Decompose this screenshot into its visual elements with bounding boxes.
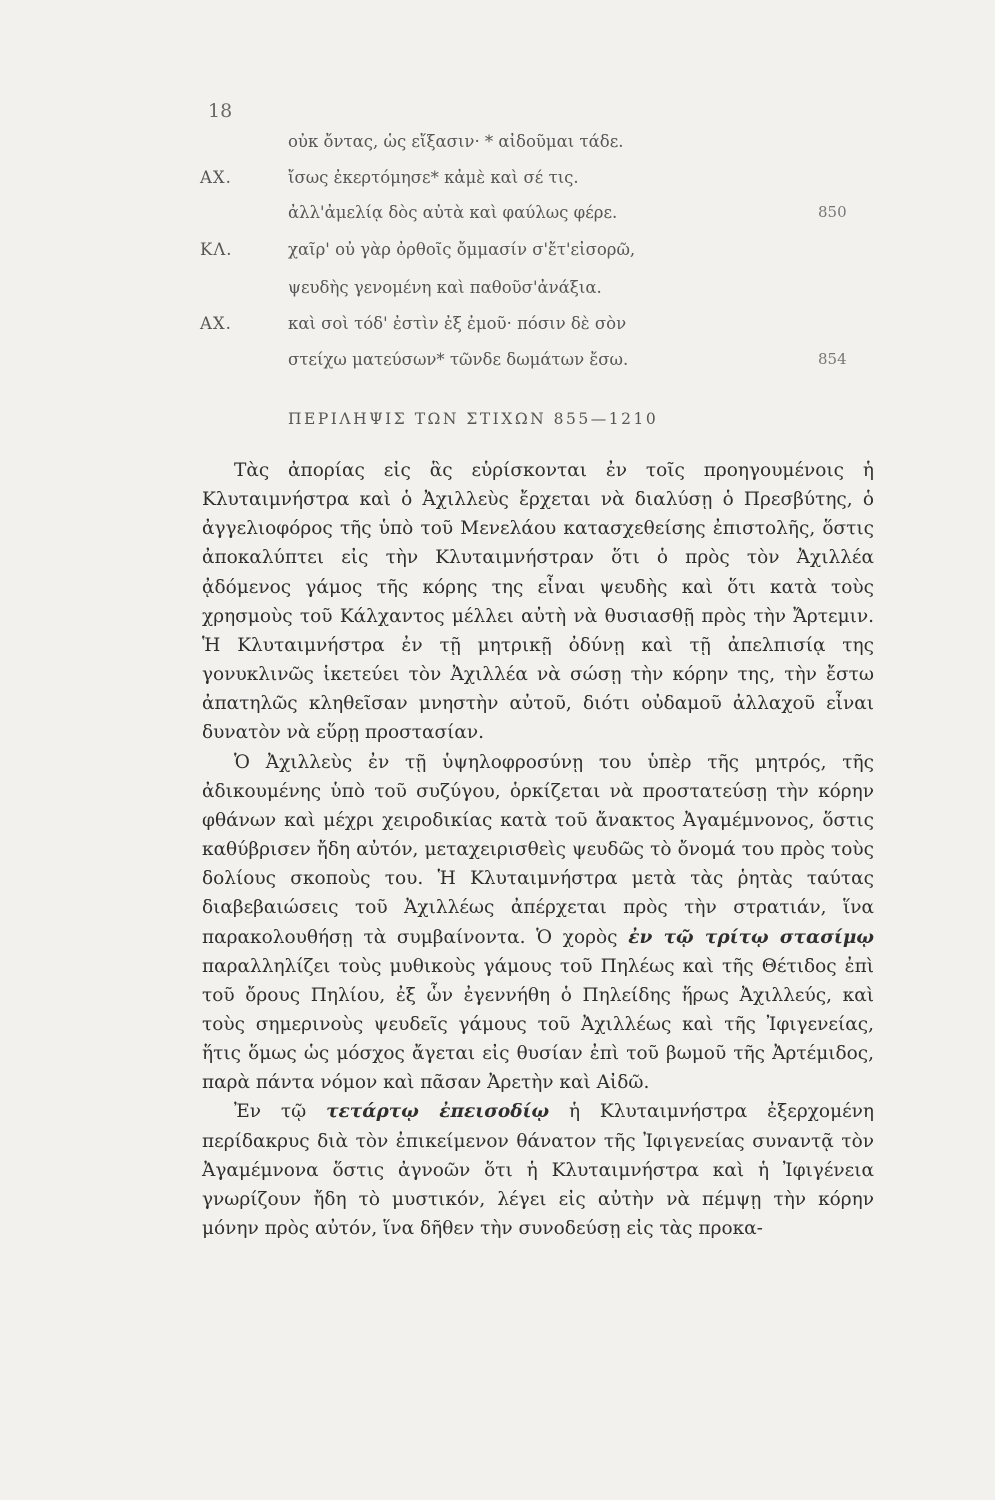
verse-line xyxy=(0,278,995,308)
verse-text: ἀλλ'ἀμελίᾳ δὸς αὐτὰ καὶ φαύλως φέρε. xyxy=(288,203,618,222)
verse-line xyxy=(0,203,995,233)
verse-line xyxy=(0,168,995,198)
paragraph-text: παραλληλίζει τοὺς μυθικοὺς γάμους τοῦ Πηλέως καὶ τῆς Θέτιδος ἐπὶ τοῦ ὄρους Πηλίου, ἐξ ὧν ἐγεννήθη ὁ Πηλείδης ἥρως Ἀχιλλεύς, καὶ τοὺς σημερινοὺς ψευδεῖς γάμους τοῦ Ἀχιλλέως καὶ τῆς Ἰφιγενείας, ἥτις ὅμως ὡς μόσχος ἄγεται εἰς θυσίαν ἐπὶ τοῦ βωμοῦ τῆς Ἀρτέμιδος, παρὰ πάντα νόμον καὶ πᾶσαν Ἀρετὴν καὶ Αἰδῶ. xyxy=(202,955,874,1094)
inline-heading: ἐν τῷ τρίτῳ στασίμῳ xyxy=(628,926,874,948)
section-title: ΠΕΡΙΛΗΨΙΣ ΤΩΝ ΣΤΙΧΩΝ 855—1210 xyxy=(288,410,659,428)
verse-text: οὐκ ὄντας, ὡς εἴξασιν· * αἰδοῦμαι τάδε. xyxy=(288,132,624,151)
verse-line xyxy=(0,314,995,344)
verse-text: στείχω ματεύσων* τῶνδε δωμάτων ἔσω. xyxy=(288,350,629,369)
summary-text xyxy=(202,456,874,1243)
verse-text: καὶ σοὶ τόδ' ἐστὶν ἐξ ἐμοῦ· πόσιν δὲ σὸν xyxy=(288,314,627,333)
verse-text: ἴσως ἐκερτόμησε* κἀμὲ καὶ σέ τις. xyxy=(288,168,579,187)
line-number: 854 xyxy=(818,350,847,368)
verse-text: ψευδὴς γενομένη καὶ παθοῦσ'ἀνάξια. xyxy=(288,278,602,297)
paragraph xyxy=(202,456,874,748)
speaker-label: ΚΛ. xyxy=(200,240,233,259)
verse-line xyxy=(0,350,995,380)
inline-heading: τετάρτῳ ἐπεισοδίῳ xyxy=(326,1101,550,1123)
paragraph-text: Τὰς ἀπορίας εἰς ἃς εὑρίσκονται ἐν τοῖς προηγουμένοις ἡ Κλυταιμνήστρα καὶ ὁ Ἀχιλλεὺς ἔρχεται νὰ διαλύσῃ ὁ Πρεσβύτης, ὁ ἀγγελιοφόρος τῆς ὑπὸ τοῦ Μενελάου κατασχεθείσης ἐπιστολῆς, ὅστις ἀποκαλύπτει εἰς τὴν Κλυταιμνήστραν ὅτι ὁ πρὸς τὸν Ἀχιλλέα ᾀδόμενος γάμος τῆς κόρης της εἶναι ψευδὴς καὶ ὅτι κατὰ τοὺς χρησμοὺς τοῦ Κάλχαντος μέλλει αὐτὴ νὰ θυσιασθῇ πρὸς τὴν Ἄρτεμιν. Ἡ Κλυταιμνήστρα ἐν τῇ μητρικῇ ὀδύνῃ καὶ τῇ ἀπελπισίᾳ της γονυκλινῶς ἱκετεύει τὸν Ἀχιλλέα νὰ σώσῃ τὴν κόρην της, τὴν ἔστω ἀπατηλῶς κληθεῖσαν μνηστὴν αὐτοῦ, διότι οὐδαμοῦ ἀλλαχοῦ εἶναι δυνατὸν νὰ εὕρῃ προστασίαν. xyxy=(202,460,874,744)
speaker-label: ΑΧ. xyxy=(200,314,232,333)
paragraph xyxy=(202,748,874,1098)
speaker-label: ΑΧ. xyxy=(200,168,232,187)
page-number: 18 xyxy=(208,100,233,122)
verse-line xyxy=(0,132,995,162)
verse-text: χαῖρ' οὐ γὰρ ὀρθοῖς ὄμμασίν σ'ἔτ'εἰσορῶ, xyxy=(288,240,636,259)
line-number: 850 xyxy=(818,203,847,221)
paragraph-text: Ὁ Ἀχιλλεὺς ἐν τῇ ὑψηλοφροσύνῃ του ὑπὲρ τῆς μητρός, τῆς ἀδικουμένης ὑπὸ τοῦ συζύγου, ὁρκίζεται νὰ προστατεύσῃ τὴν κόρην φθάνων καὶ μέχρι χειροδικίας κατὰ τοῦ ἄνακτος Ἀγαμέμνονος, ὅστις καθύβρισεν ἤδη αὐτόν, μεταχειρισθεὶς ψευδῶς τὸ ὄνομά του πρὸς τοὺς δολίους σκοποὺς του. Ἡ Κλυταιμνήστρα μετὰ τὰς ῥητὰς ταύτας διαβεβαιώσεις τοῦ Ἀχιλλέως ἀπέρχεται πρὸς τὴν στρατιάν, ἵνα παρακολουθήσῃ τὰ συμβαίνοντα. Ὁ χορὸς xyxy=(202,751,874,948)
paragraph xyxy=(202,1097,874,1243)
paragraph-text: Ἐν τῷ xyxy=(234,1101,327,1123)
paragraph-text: ἡ Κλυταιμνήστρα ἐξερχομένη περίδακρυς διὰ τὸν ἐπικείμενον θάνατον τῆς Ἰφιγενείας συναντᾷ τὸν Ἀγαμέμνονα ὅστις ἀγνοῶν ὅτι ἡ Κλυταιμνήστρα καὶ ἡ Ἰφιγένεια γνωρίζουν ἤδη τὸ μυστικόν, λέγει εἰς αὐτὴν νὰ πέμψῃ τὴν κόρην μόνην πρὸς αὐτόν, ἵνα δῆθεν τὴν συνοδεύσῃ εἰς τὰς προκα- xyxy=(202,1101,875,1240)
verse-line xyxy=(0,240,995,270)
